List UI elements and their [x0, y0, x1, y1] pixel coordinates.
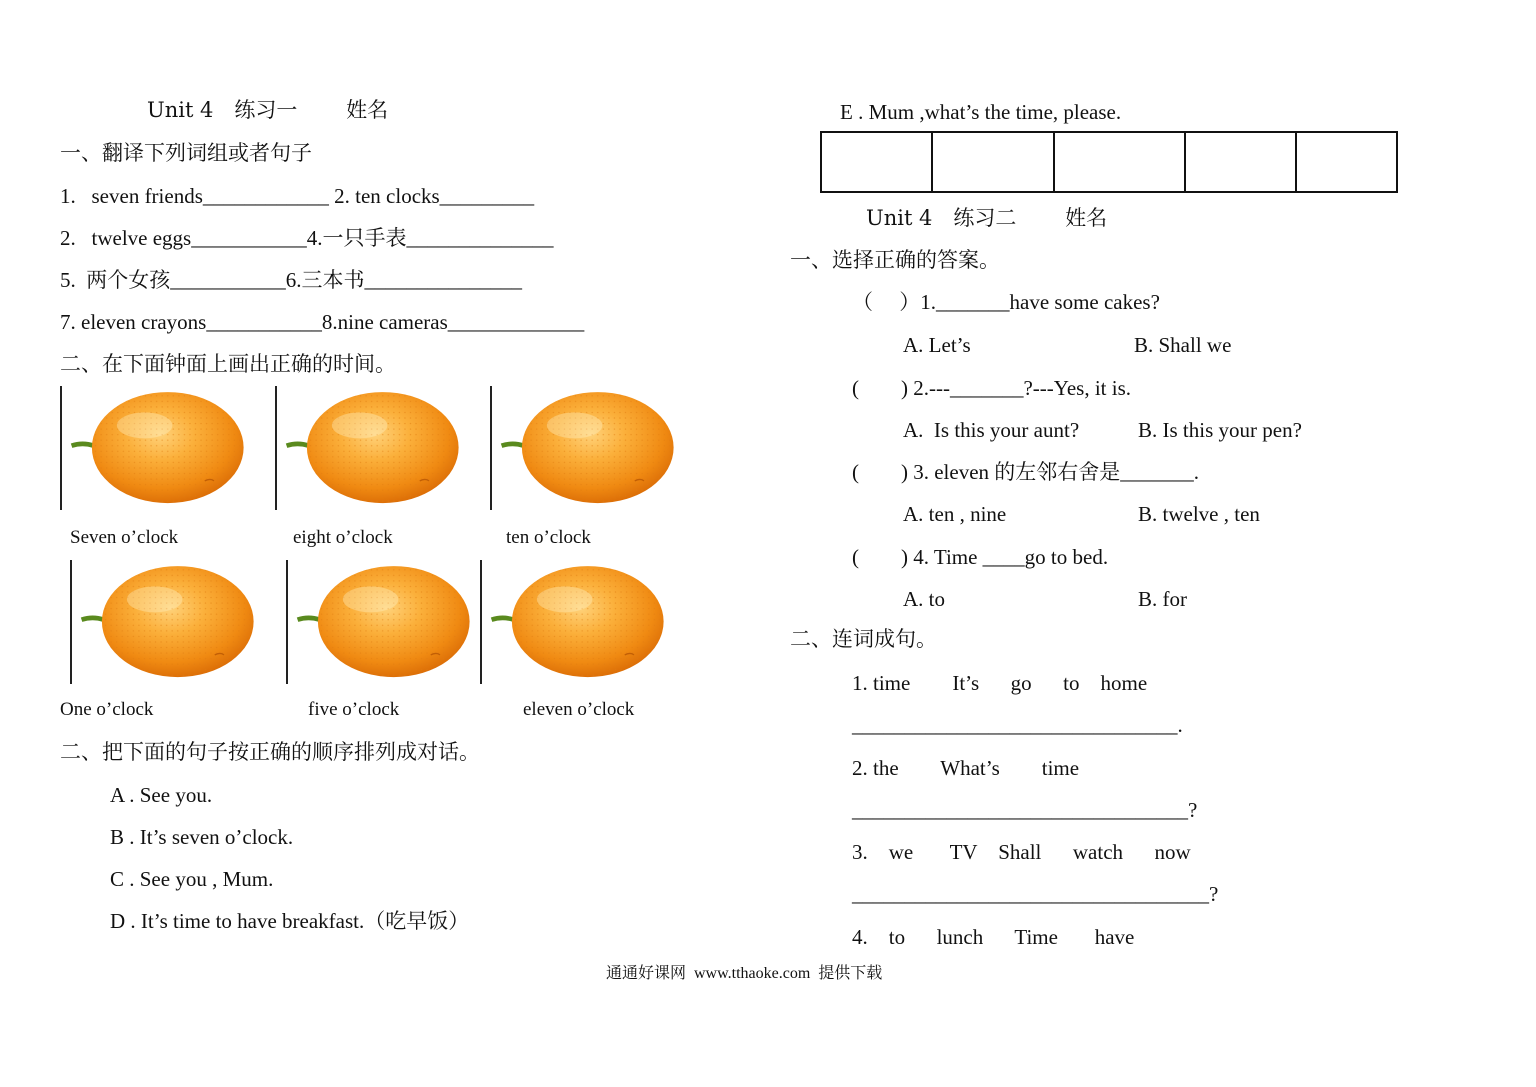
clock-caption: five o’clock	[308, 699, 400, 720]
answer-cell[interactable]	[1185, 132, 1296, 192]
answer-cell[interactable]	[821, 132, 932, 192]
divider-line	[480, 560, 482, 684]
option-a: A. Is this your aunt?	[903, 418, 1080, 442]
clock-caption: eleven o’clock	[523, 699, 635, 720]
section-heading-translate: 一、翻译下列词组或者句子	[60, 141, 312, 165]
section-heading-sentences: 二、连词成句。	[790, 627, 937, 651]
dialogue-item-e: E . Mum ,what’s the time, please.	[840, 100, 1122, 124]
section-heading-clocks: 二、在下面钟面上画出正确的时间。	[60, 352, 396, 376]
orange-clock-face-icon	[486, 560, 671, 685]
option-b: B. for	[1138, 587, 1187, 611]
option-a: A. ten , nine	[903, 502, 1007, 526]
answer-blank: _______________________________.	[852, 713, 1183, 737]
footer-credit: 通通好课网 www.tthaoke.com 提供下载	[606, 965, 883, 982]
word-scramble: 2. the What’s time	[852, 756, 1080, 780]
divider-line	[275, 386, 277, 510]
worksheet-title-1: Unit 4 练习一 姓名	[147, 98, 389, 122]
orange-clock-face-icon	[292, 560, 477, 685]
divider-line	[286, 560, 288, 684]
option-b: B. Shall we	[1134, 333, 1232, 357]
orange-clock-face-icon	[496, 386, 681, 511]
divider-line	[70, 560, 72, 684]
answer-cell[interactable]	[1054, 132, 1185, 192]
dialogue-item: A . See you.	[110, 783, 213, 807]
answer-order-table	[820, 131, 1398, 193]
dialogue-item: C . See you , Mum.	[110, 867, 274, 891]
divider-line	[490, 386, 492, 510]
translate-line-2: 2. twelve eggs___________4.一只手表______________	[60, 226, 554, 250]
section-heading-choose: 一、选择正确的答案。	[790, 248, 1000, 272]
option-b: B. twelve , ten	[1138, 502, 1260, 526]
orange-clock-face-icon	[76, 560, 261, 685]
option-b: B. Is this your pen?	[1138, 418, 1302, 442]
word-scramble: 3. we TV Shall watch now	[852, 840, 1191, 864]
question: ( ) 3. eleven 的左邻右舍是_______.	[852, 460, 1200, 484]
answer-cell[interactable]	[932, 132, 1054, 192]
word-scramble: 1. time It’s go to home	[852, 671, 1148, 695]
answer-blank: ________________________________?	[852, 798, 1198, 822]
worksheet-title-2: Unit 4 练习二 姓名	[866, 206, 1108, 230]
answer-blank: __________________________________?	[852, 882, 1219, 906]
clock-caption: One o’clock	[60, 699, 154, 720]
translate-line-4: 7. eleven crayons___________8.nine cameras_____________	[60, 310, 585, 334]
question: （ ）1._______have some cakes?	[852, 290, 1160, 314]
clock-caption: ten o’clock	[506, 527, 591, 548]
orange-clock-face-icon	[66, 386, 251, 511]
orange-clock-face-icon	[281, 386, 466, 511]
dialogue-item: B . It’s seven o’clock.	[110, 825, 294, 849]
clock-caption: eight o’clock	[293, 527, 393, 548]
option-a: A. Let’s	[903, 333, 971, 357]
question: ( ) 2.---_______?---Yes, it is.	[852, 376, 1131, 400]
option-a: A. to	[903, 587, 945, 611]
clock-caption: Seven o’clock	[70, 527, 179, 548]
translate-line-1: 1. seven friends____________ 2. ten clocks_________	[60, 184, 535, 208]
answer-cell[interactable]	[1296, 132, 1397, 192]
question: ( ) 4. Time ____go to bed.	[852, 545, 1109, 569]
translate-line-3: 5. 两个女孩___________6.三本书_______________	[60, 268, 522, 292]
divider-line	[60, 386, 62, 510]
word-scramble: 4. to lunch Time have	[852, 925, 1135, 949]
section-heading-order: 二、把下面的句子按正确的顺序排列成对话。	[60, 740, 480, 764]
dialogue-item: D . It’s time to have breakfast.（吃早饭）	[110, 909, 470, 933]
